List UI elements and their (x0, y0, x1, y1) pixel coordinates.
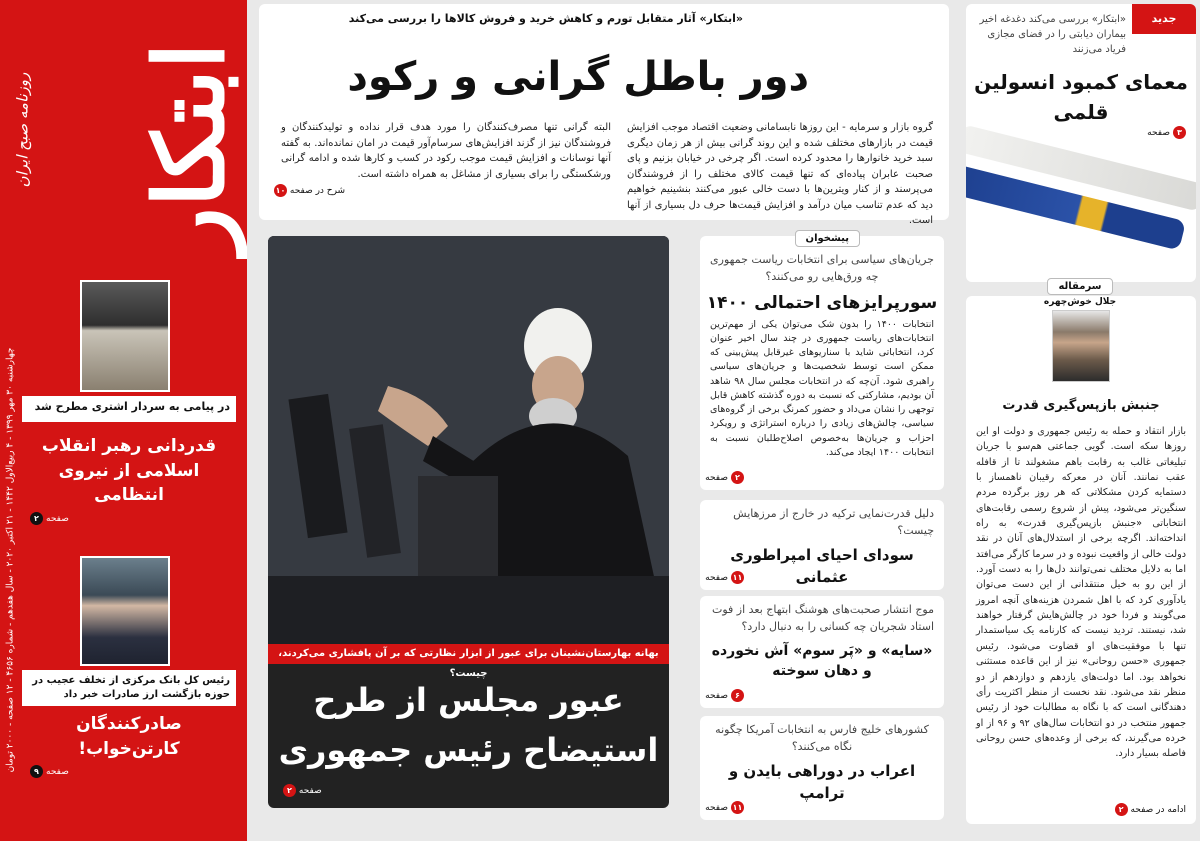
pishkhan-page: ۲صفحه (705, 471, 744, 484)
sidebar (0, 0, 247, 841)
mini-story-2-headline[interactable]: «سایه» و «پَر سوم» آش نخورده و دهان سوخته (711, 643, 933, 680)
insulin-page: ۳صفحه (1147, 126, 1186, 139)
mini-story-3-page: ۱۱صفحه (705, 803, 743, 813)
top-story[interactable] (259, 4, 949, 226)
insulin-headline[interactable]: معمای کمبود انسولین قلمی (974, 70, 1188, 124)
sidebar-story-2-headline[interactable]: صادرکنندگان کارتن‌خواب! (76, 714, 182, 759)
photo-story-caption: بهانه بهارستان‌نشینان برای عبور از ابزار نظارتی که بر آن پافشاری می‌کردند، چیست؟ (268, 644, 669, 664)
sidebar-story-1-headline[interactable]: قدردانی رهبر انقلاب اسلامی از نیروی انتظامی (41, 436, 217, 506)
sidebar-story-2[interactable] (22, 708, 236, 778)
pishkhan-story[interactable] (700, 233, 944, 490)
editorial[interactable] (966, 281, 1196, 824)
insulin-kicker: «ابتکار» بررسی می‌کند دغدغه اخیر بیماران دیابتی را در فضای مجازی فریاد می‌زنند (979, 14, 1126, 55)
editorial-page: ادامه در صفحه ۲ (1112, 803, 1186, 816)
pishkhan-tag: پیشخوان (795, 230, 860, 247)
pishkhan-body: انتخابات ۱۴۰۰ را بدون شک می‌توان یکی از مهم‌ترین انتخابات‌های ریاست جمهوری در چند سال اخیر عنوان کرد، انتخاباتی شاید با سناریوهای غیرقابل پیش‌بینی که ممکن است توسط شخصیت‌ها و جریان‌های سیاسی راهبری شود. آن‌چه که در انتخابات مجلس سال ۹۸ شاهد آن بودیم، مشارکتی که نسبت به دوره گذشته کاهش قابل توجهی را نشان می‌داد و حضور کمرنگ برخی از گروه‌های سیاسی، چالش‌های زیادی را درباره استراتژی و رویکرد احزاب و جریان‌ها به‌خصوص اصلاح‌طلبان نسبت به انتخابات ۱۴۰۰ ایجاد می‌کند. (710, 318, 934, 458)
sidebar-story-2-caption: رئیس کل بانک مرکزی از تخلف عجیب در حوزه بازگشت ارز صادرات خبر داد (32, 675, 230, 700)
pishkhan-headline[interactable]: سورپرایزهای احتمالی ۱۴۰۰ (706, 293, 938, 313)
editorial-body: بازار انتقاد و حمله به رئیس جمهوری و دولت او این روزها سکه است. گویی جماعتی هم‌سو با جریان تبلیغاتی غالب به رقابت باهم مشغولند تا از قافله عقب نمانند. آنان در معرکه رقیبان ناهمساز با دستمایه کردن مشکلاتی که هر روز برگرده مردم سنگین‌تر می‌شود، پیش از شروع رسمی رقابت‌های انتخاباتی «جنبش بازپس‌گیری قدرت» به راه انداخته‌اند. اگرچه برخی از استدلال‌های آنان در نقد دولت خالی از واقعیت نبوده و در سرما کارگر می‌افتد اما به دلایل مختلف نمی‌توانند دل‌ها را به دست آورد. از این رو به خیل منتقدانی از این دست می‌توان یادآوری کرد که با اهل شمردن هزینه‌های آنچه امروز می‌گویند و فردا خود در چالش‌هایش گرفتار خواهند شد، نیستند. تردید نیست که کارنامه یک سیاستمدار تنها با موفقیت‌های او قضاوت می‌شود. رئیس جمهوری «حسن روحانی» نیز از این قاعده مستثنی نخواهد بود. اما دولت‌های یازدهم و دوازدهم از دو منظر نقد می‌شود. نقد نخست از منظر اکثریت رأی دهندگانی است که با نگاه به مطالبات خود از رئیس جمهور منتخب در دو انتخابات سال‌های ۹۲ و ۹۶ از او خرده می‌گیرند، که برخی از وعده‌های حسن روحانی فاصله بسیار دارد. (976, 426, 1186, 760)
mini-story-1-kicker: دلیل قدرت‌نمایی ترکیه در خارج از مرزهایش چیست؟ (733, 507, 934, 537)
rouhani-photo-illustration (268, 236, 669, 646)
sidebar-story-2-caption-box (22, 670, 236, 706)
sidebar-story-1-caption: در پیامی به سردار اشتری مطرح شد (34, 400, 230, 413)
photo-story[interactable] (268, 236, 669, 808)
mini-story-1-page: ۱۱صفحه (705, 573, 743, 583)
insulin-story[interactable] (966, 4, 1196, 282)
top-story-page: شرح در صفحه ۱۰ (275, 186, 346, 196)
top-story-headline[interactable]: دور باطل گرانی و رکود (347, 54, 809, 100)
sidebar-story-1-page: صفحه۲ (22, 512, 236, 525)
masthead (0, 0, 247, 280)
top-story-col-1: گروه بازار و سرمایه - این روزها نابسامانی وضعیت اقتصاد موجب افزایش قیمت در بازارهای مختلف شده و این روند گرانی بیش از هر زمان دیگری سبد خرید خانوارها را محدود کرده است. اگر چرخی در خیابان بزنیم و پای صحبت عابران پیاده‌ای که تنها قیمت کالای مختلف را از فروشندگان می‌پرسند و از کنار ویترین‌ها با دست خالی عبور می‌کنند بنشینیم خواهیم دید که عدم تناسب میان درآمد و افزایش قیمت‌ها حرف دل بسیاری از آنها است. (627, 122, 933, 226)
sidebar-story-1-caption-box (22, 396, 236, 422)
editorial-tag-wrap (1040, 274, 1120, 307)
mini-story-1-headline[interactable]: سودای احیای امپراطوری عثمانی (730, 546, 914, 586)
logo-subtitle: روزنامه صبح ایران (13, 72, 31, 188)
rouhani-photo (268, 236, 669, 646)
mini-story-2-kicker: موج انتشار صحبت‌های هوشنگ ابتهاج بعد از فوت استاد شجریان چه کسانی را به دنبال دارد؟ (711, 603, 934, 633)
photo-story-page: صفحه ۲ (280, 784, 322, 797)
mini-story-2-page: ۶صفحه (705, 689, 744, 702)
editorial-author-photo (1052, 310, 1110, 382)
top-story-col-2: البته گرانی تنها مصرف‌کنندگان را مورد هدف قرار نداده و تولیدکنندگان و فروشندگان نیز از گزند افزایش‌های سرسام‌آور قیمت در امان نمانده‌اند. به گفته آنها نوسانات و افزایش قیمت موجب رکود در کسب و کارها شده و ادامه گرانی ورشکستگی را برای بسیاری از مشاغل به همراه داشته است. (281, 122, 611, 180)
mini-story-3-headline[interactable]: اعراب در دوراهی بایدن و ترامپ (728, 762, 916, 802)
photo-story-headline[interactable]: عبور مجلس از طرح استیضاح رئیس جمهوری (278, 681, 659, 769)
pishkhan-kicker: جریان‌های سیاسی برای انتخابات ریاست جمهوری چه ورق‌هایی رو می‌کنند؟ (710, 253, 934, 283)
pishkhan-tag-wrap (795, 226, 860, 247)
dateline: چهارشنبه ۳۰ مهر ۱۳۹۹ - ۴ ربیع‌الاول ۱۴۴۲ - ۲۱ اکتبر ۲۰۲۰ - سال هفدهم - شماره ۴۶۵۶ - ۱۲ صفحه - ۲۰۰۰ تومان (5, 347, 15, 773)
mini-story-2[interactable] (700, 596, 944, 708)
mini-story-3[interactable] (700, 716, 944, 820)
central-bank-governor-photo (80, 556, 170, 666)
sidebar-story-1[interactable] (22, 430, 236, 525)
editorial-author: جلال خوش‌چهره (1040, 297, 1120, 307)
leader-photo (80, 280, 170, 392)
sidebar-story-2-page: صفحه۹ (22, 765, 236, 778)
ribbon-badge: جدید (1132, 4, 1196, 34)
mini-story-1[interactable] (700, 500, 944, 590)
mini-story-3-kicker: کشورهای خلیج فارس به انتخابات آمریکا چگونه نگاه می‌کنند؟ (715, 723, 929, 753)
top-story-kicker: «ابتکار» آثار متقابل تورم و کاهش خرید و فروش کالاها را بررسی می‌کند (343, 10, 749, 27)
logo[interactable]: ابتکار (133, 42, 246, 254)
editorial-tag: سرمقاله (1047, 278, 1112, 295)
editorial-headline[interactable]: جنبش بازپس‌گیری قدرت (1002, 398, 1160, 413)
